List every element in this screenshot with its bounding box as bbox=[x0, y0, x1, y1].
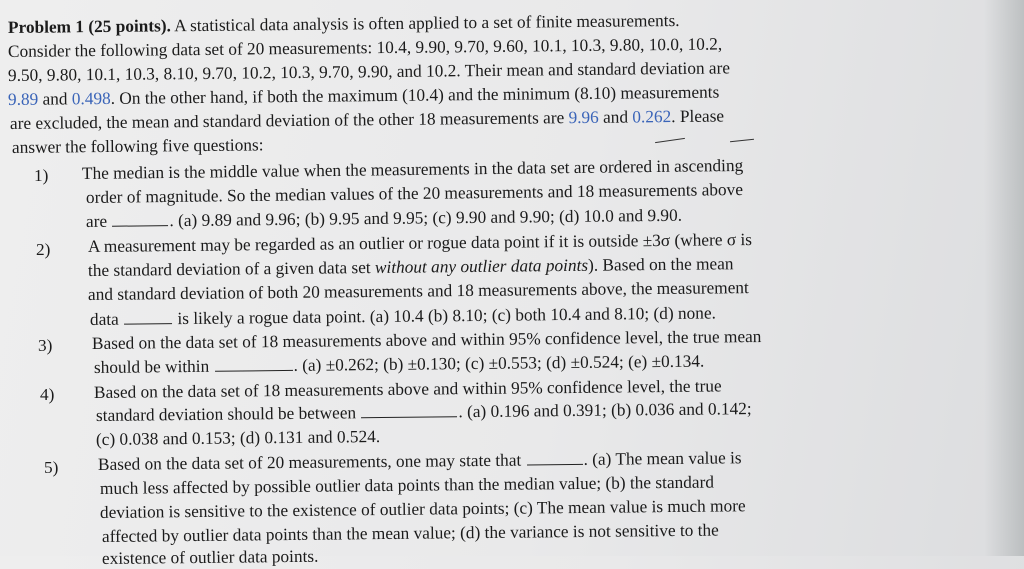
mean-20-value: 9.89 bbox=[7, 89, 39, 109]
intro-line-4: 9.89 and 0.498. On the other hand, if both the maximum (10.4) and the minimum (8.10) measurements bbox=[7, 82, 720, 109]
mean-18-value: 9.96 bbox=[568, 107, 599, 128]
question-5-number: 5) bbox=[44, 458, 59, 477]
intro-line-5: are excluded, the mean and standard deviation of the other 18 measurements are 9.96 and 0.262. Please bbox=[9, 106, 725, 133]
question-3-line-2: should be within . (a) ±0.262; (b) ±0.130; (c) ±0.553; (d) ±0.524; (e) ±0.134. bbox=[93, 351, 705, 377]
question-4-line-3: (c) 0.038 and 0.153; (d) 0.131 and 0.524. bbox=[95, 427, 381, 449]
question-3-number: 3) bbox=[38, 336, 53, 355]
intro-line-1: Problem 1 (25 points). A statistical data analysis is often applied to a set of finite measurements. bbox=[7, 10, 680, 37]
answer-blank-5[interactable] bbox=[526, 450, 582, 466]
sd-18-value: 0.262 bbox=[632, 107, 672, 127]
question-5-line-4: affected by outlier data points than the mean value; (d) the variance is not sensitive to the bbox=[101, 520, 719, 546]
question-2-number: 2) bbox=[36, 240, 51, 259]
question-1-line-3: are . (a) 9.89 and 9.96; (b) 9.95 and 9.95; (c) 9.90 and 9.90; (d) 10.0 and 9.90. bbox=[85, 205, 683, 231]
question-3-line-1: Based on the data set of 18 measurements above and within 95% confidence level, the true mean bbox=[91, 326, 762, 353]
question-2-line-2: the standard deviation of a given data set without any outlier data points). Based on the mean bbox=[87, 254, 734, 280]
pencil-mark bbox=[730, 139, 754, 143]
sd-20-value: 0.498 bbox=[71, 88, 111, 109]
page-edge-shadow bbox=[984, 0, 1024, 556]
question-2-line-4: data is likely a rogue data point. (a) 10.4 (b) 8.10; (c) both 10.4 and 8.10; (d) none. bbox=[89, 303, 716, 329]
question-4-line-1: Based on the data set of 18 measurements above and within 95% confidence level, the true bbox=[93, 376, 722, 402]
question-5-line-3: deviation is sensitive to the existence of outlier data points; (c) The mean value is much more bbox=[99, 496, 746, 522]
answer-blank-3[interactable] bbox=[214, 356, 292, 372]
question-4-number: 4) bbox=[40, 385, 55, 404]
question-5-line-1: Based on the data set of 20 measurements, one may state that . (a) The mean value is bbox=[97, 448, 742, 474]
pencil-mark bbox=[655, 138, 685, 143]
answer-blank-2[interactable] bbox=[124, 309, 172, 325]
question-2-line-3: and standard deviation of both 20 measurements and 18 measurements above, the measurement bbox=[87, 278, 749, 304]
question-4-line-2: standard deviation should be between . (a) 0.196 and 0.391; (b) 0.036 and 0.142; bbox=[95, 399, 752, 425]
intro-line-2: Consider the following data set of 20 measurements: 10.4, 9.90, 9.70, 9.60, 10.1, 10.3, 9.80, 10.0, 10.2, bbox=[7, 34, 723, 61]
question-5-line-2: much less affected by possible outlier data points than the median value; (b) the standard bbox=[99, 472, 715, 498]
question-1-line-2: order of magnitude. So the median values of the 20 measurements and 18 measurements above bbox=[85, 179, 744, 207]
question-5-line-5: existence of outlier data points. bbox=[101, 546, 319, 568]
question-1-number: 1) bbox=[34, 166, 49, 185]
question-1-line-1: The median is the middle value when the measurements in the data set are ordered in ascending bbox=[81, 155, 744, 183]
intro-line-6: answer the following five questions: bbox=[11, 135, 264, 157]
problem-title: Problem 1 (25 points). bbox=[7, 16, 171, 37]
answer-blank-4[interactable] bbox=[361, 402, 457, 418]
answer-blank-1[interactable] bbox=[112, 211, 168, 227]
intro-line-3: 9.50, 9.80, 10.1, 10.3, 8.10, 9.70, 10.2, 10.3, 9.70, 9.90, and 10.2. Their mean and standard deviation are bbox=[7, 58, 731, 85]
question-2-line-1: A measurement may be regarded as an outlier or rogue data point if it is outside ±3σ (where σ is bbox=[87, 230, 753, 256]
